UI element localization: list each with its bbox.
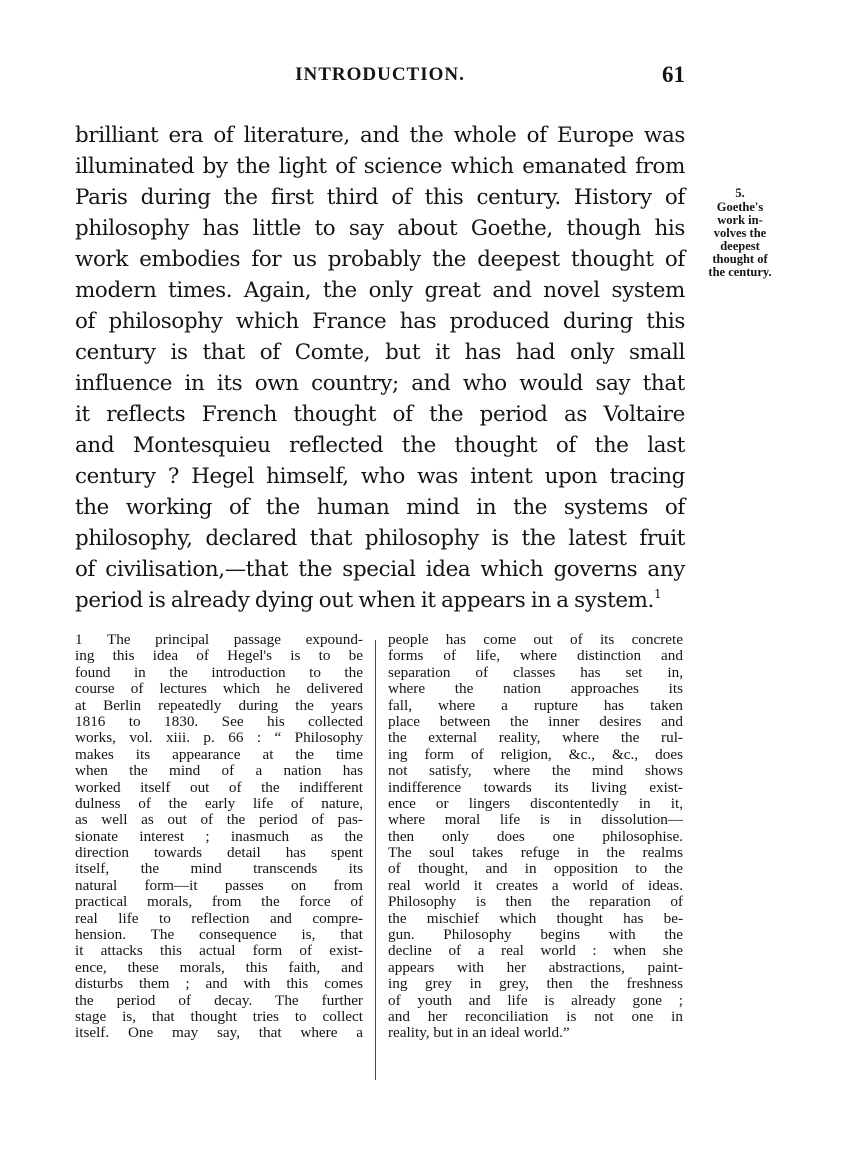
- marginal-note-line: deepest: [720, 239, 760, 253]
- marginal-note-line: the century.: [708, 265, 772, 279]
- footnote-line: separation of classes has set in,: [388, 663, 683, 681]
- body-line-text: period is already dying out when it appears in a system.: [75, 588, 655, 613]
- body-line: philosophy, declared that philosophy is the latest fruit: [75, 526, 685, 551]
- footnote-line: of thought, and in opposition to the: [388, 860, 683, 878]
- footnote-line: when the mind of a nation has: [75, 762, 363, 780]
- footnote-reference[interactable]: 1: [654, 587, 662, 601]
- footnote-line: as well as out of the period of pas-: [75, 811, 363, 829]
- footnote-line: ing form of religion, &c., &c., does: [388, 745, 683, 763]
- footnote-line: people has come out of its concrete: [388, 631, 683, 648]
- chapter-title: INTRODUCTION.: [295, 64, 465, 85]
- footnote-line: dulness of the early life of nature,: [75, 794, 363, 812]
- footnote-line: direction towards detail has spent: [75, 844, 363, 862]
- footnote-line: fall, where a rupture has taken: [388, 696, 683, 714]
- footnote-line: it attacks this actual form of exist-: [75, 942, 363, 960]
- body-line: and Montesquieu reflected the thought of the last: [75, 433, 685, 458]
- body-line: century ? Hegel himself, who was intent upon tracing: [75, 464, 685, 489]
- running-head: [75, 62, 685, 92]
- footnote-line: where the nation approaches its: [388, 680, 683, 698]
- body-text: [75, 120, 685, 616]
- footnote-line: appears with her abstractions, paint-: [388, 958, 683, 976]
- footnote-column-divider: [375, 640, 376, 1080]
- footnote-line: not satisfy, where the mind shows: [388, 762, 683, 780]
- page-number: 61: [662, 62, 685, 87]
- body-line: work embodies for us probably the deepest thought of: [75, 247, 685, 272]
- body-line: century is that of Comte, but it has had only small: [75, 340, 685, 365]
- body-line: the working of the human mind in the systems of: [75, 495, 685, 520]
- body-line: brilliant era of literature, and the whole of Europe was: [75, 123, 685, 148]
- footnote-line: course of lectures which he delivered: [75, 680, 363, 698]
- footnote-line: decline of a real world : when she: [388, 942, 683, 960]
- footnote-line: then only does one philosophise.: [388, 827, 683, 845]
- footnote-line: real world it creates a world of ideas.: [388, 876, 683, 894]
- footnote-line: the external reality, where the rul-: [388, 729, 683, 747]
- footnote-right-column: [388, 632, 683, 1042]
- footnote-line: real life to reflection and compre-: [75, 909, 363, 927]
- marginal-note-number: 5.: [735, 186, 745, 200]
- footnote-line: and her reconciliation is not one in: [388, 1007, 683, 1025]
- footnote-line: at Berlin repeatedly during the years: [75, 696, 363, 714]
- footnote-line: makes its appearance at the time: [75, 745, 363, 763]
- footnote-line: the period of decay. The further: [75, 991, 363, 1009]
- body-line: influence in its own country; and who would say that: [75, 371, 685, 396]
- footnote-line: gun. Philosophy begins with the: [388, 926, 683, 944]
- footnote-line: stage is, that thought tries to collect: [75, 1007, 363, 1025]
- marginal-note-line: work in-: [717, 213, 763, 227]
- footnote-line: itself. One may say, that where a: [75, 1024, 363, 1042]
- footnote-line: practical morals, from the force of: [75, 893, 363, 911]
- footnote-line: where moral life is in dissolution—: [388, 811, 683, 829]
- footnote-line: place between the inner desires and: [388, 712, 683, 730]
- footnote-line: hension. The consequence is, that: [75, 926, 363, 944]
- body-line: philosophy has little to say about Goethe, though his: [75, 216, 685, 241]
- footnote-line: itself, the mind transcends its: [75, 860, 363, 878]
- footnote-line: of youth and life is already gone ;: [388, 991, 683, 1009]
- footnote-left-column: [75, 632, 363, 1042]
- footnote-line: forms of life, where distinction and: [388, 647, 683, 665]
- footnote-line: found in the introduction to the: [75, 663, 363, 681]
- footnote-line: sionate interest ; inasmuch as the: [75, 827, 363, 845]
- body-line: illuminated by the light of science which emanated from: [75, 154, 685, 179]
- footnote-line: ing this idea of Hegel's is to be: [75, 647, 363, 665]
- footnote-line: 1816 to 1830. See his collected: [75, 712, 363, 730]
- footnote-line: disturbs them ; and with this comes: [75, 975, 363, 993]
- footnote-line: ing grey in grey, then the freshness: [388, 975, 683, 993]
- body-line: it reflects French thought of the period as Voltaire: [75, 402, 685, 427]
- footnote-line: indifference towards its living exist-: [388, 778, 683, 796]
- marginal-note-line: volves the: [713, 226, 767, 240]
- footnote-line: 1 The principal passage expound-: [75, 631, 363, 648]
- footnote-line: works, vol. xiii. p. 66 : “ Philosophy: [75, 729, 363, 747]
- marginal-note-line: thought of: [712, 252, 768, 266]
- footnote-line-last: reality, but in an ideal world.”: [388, 1024, 570, 1042]
- body-line: of civilisation,—that the special idea which governs any: [75, 557, 685, 582]
- marginal-note-line: Goethe's: [716, 200, 764, 214]
- footnote-line: ence, these morals, this faith, and: [75, 958, 363, 976]
- footnote-line: natural form—it passes on from: [75, 876, 363, 894]
- body-line-last: [75, 585, 685, 616]
- marginal-note: [690, 187, 790, 279]
- body-line: Paris during the first third of this century. History of: [75, 185, 685, 210]
- footnote-line: ence or lingers discontentedly in it,: [388, 794, 683, 812]
- body-line: of philosophy which France has produced during this: [75, 309, 685, 334]
- footnote-line: worked itself out of the indifferent: [75, 778, 363, 796]
- footnote-line: the mischief which thought has be-: [388, 909, 683, 927]
- footnote-line: Philosophy is then the reparation of: [388, 893, 683, 911]
- footnote-line: The soul takes refuge in the realms: [388, 844, 683, 862]
- body-line: modern times. Again, the only great and novel system: [75, 278, 685, 303]
